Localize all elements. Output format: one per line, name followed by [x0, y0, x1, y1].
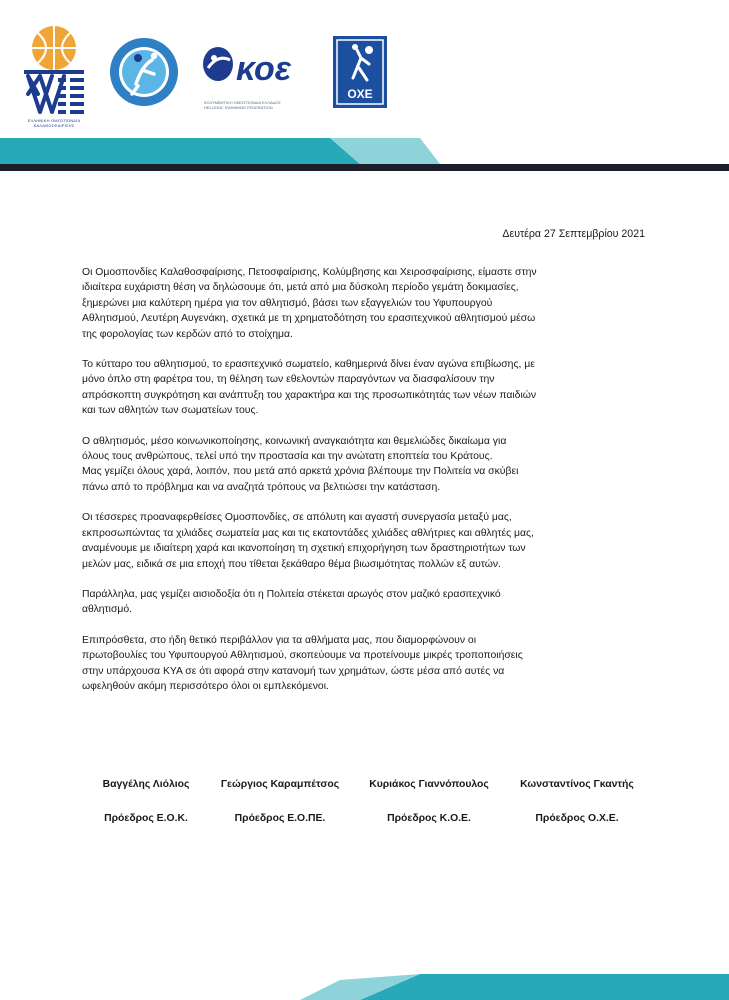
- oxe-letters: ΟΧΕ: [347, 87, 373, 101]
- signatory-title: Πρόεδρος Ε.Ο.ΠΕ.: [234, 813, 326, 824]
- text-line: απρόσκοπτη συγκρότηση και ανάπτυξη του χαρακτήρα και της προσωπικότητάς των νέων παιδιών: [82, 389, 537, 401]
- text-line: αθλητισμό.: [82, 604, 133, 616]
- paragraph: [82, 357, 646, 419]
- koe-swimmer-wordmark: [198, 42, 314, 98]
- text-line: Παράλληλα, μας γεμίζει αισιοδοξία ότι η Πολιτεία στέκεται αρωγός στον μαζικό ερασιτεχνικό: [82, 588, 501, 600]
- text-line: μελών μας, ειδικά σε μια εποχή που τίθεται ξεκάθαρο θέμα βιωσιμότητας πολλών εξ αυτών.: [82, 558, 501, 570]
- letter-body: [82, 265, 646, 709]
- text-line: Επιπρόσθετα, στο ήδη θετικό περιβάλλον για τα αθλήματα μας, που διαμορφώνουν οι: [82, 634, 477, 646]
- eok-caption: [18, 118, 90, 128]
- text-line: ιδιαίτερα ευχάριστη θέση να δηλώσουμε ότι, μετά από μια δύσκολη περίοδο γεμάτη δοκιμασίες,: [82, 282, 519, 294]
- koe-wordmark-text: κοε: [236, 50, 291, 88]
- signatory-title: Πρόεδρος Κ.Ο.Ε.: [387, 813, 471, 824]
- text-line: μόνο όπλο στη φαρέτρα του, τη θέληση των εθελοντών παραγόντων να διασφαλίσουν την: [82, 374, 495, 386]
- letterhead-logos: [0, 18, 729, 138]
- signatory-titles: [82, 813, 646, 824]
- handball-player-icon: [333, 36, 387, 108]
- basketball-net-icon: [18, 22, 90, 118]
- koe-swimming-federation-logo: [198, 42, 314, 112]
- paragraph: [82, 265, 646, 342]
- oxe-handball-federation-logo: [333, 36, 387, 108]
- text-line: της φορολογίας των κερδών από το στοίχημα.: [82, 328, 293, 340]
- text-line: Μας γεμίζει όλους χαρά, λοιπόν, που μετά από αρκετά χρόνια βλέπουμε την Πολιτεία να σκύβει: [82, 466, 519, 478]
- text-line: όλους τους ανθρώπους, τελεί υπό την προστασία και την ανώτατη εποπτεία του Κράτους.: [82, 451, 493, 463]
- text-line: Οι τέσσερες προαναφερθείσες Ομοσπονδίες, σε απόλυτη και αγαστή συνεργασία μεταξύ μας,: [82, 512, 512, 524]
- text-line: και των αθλητών των σωματείων τους.: [82, 405, 259, 417]
- signatory-name: Βαγγέλης Λιόλιος: [102, 779, 190, 790]
- signatory-name: Κωνσταντίνος Γκαντής: [520, 779, 634, 790]
- volleyball-player-badge-icon: [108, 36, 180, 108]
- text-line: εκπροσωπώντας τα χιλιάδες σωματεία μας και τις εκατοντάδες χιλιάδες αθλήτριες και αθλητές μας,: [82, 527, 534, 539]
- paragraph: [82, 587, 646, 618]
- text-line: Οι Ομοσπονδίες Καλαθοσφαίρισης, Πετοσφαίρισης, Κολύμβησης και Χειροσφαίρισης, είμαστε στην: [82, 267, 537, 278]
- paragraph: [82, 434, 646, 496]
- eope-volleyball-federation-logo: [108, 36, 180, 108]
- signatory-title: Πρόεδρος Ε.Ο.Κ.: [104, 813, 188, 824]
- text-line: Το κύτταρο του αθλητισμού, το ερασιτεχνικό σωματείο, καθημερινά δίνει έναν αγώνα επιβίωσης, με: [82, 359, 535, 371]
- text-line: αναμένουμε με ιδιαίτερη χαρά και ικανοποίηση τη σχετική επιχορήγηση των δραστηριοτήτων των: [82, 543, 526, 555]
- signatory-title: Πρόεδρος Ο.Χ.Ε.: [535, 813, 619, 824]
- koe-caption-line-2: HELLENIC SWIMMING FEDERATION: [204, 105, 273, 110]
- paragraph: [82, 510, 646, 572]
- text-line: ωφεληθούν ακόμη περισσότερο όλοι οι εμπλεκόμενοι.: [82, 680, 329, 692]
- text-line: στην υπάρχουσα ΚΥΑ σε ότι αφορά στην κατανομή των χρημάτων, ώστε μέσα από αυτές να: [82, 665, 505, 677]
- footer-band: [0, 966, 729, 1000]
- text-line: ξημερώνει μια καλύτερη ημέρα για τον αθλητισμό, βάσει των εξαγγελιών του Υφυπουργού: [82, 297, 493, 309]
- text-line: Ο αθλητισμός, μέσο κοινωνικοποίησης, κοινωνική αναγκαιότητα και θεμελιώδες δικαίωμα για: [82, 435, 507, 447]
- text-line: πάνω από το πρόβλημα και να αναζητά τρόπους να βελτιώσει την κατάσταση.: [82, 481, 441, 493]
- letter-date: Δευτέρα 27 Σεπτεμβρίου 2021: [502, 228, 645, 240]
- signatory-name: Κυριάκος Γιαννόπουλος: [369, 779, 489, 790]
- text-line: Αθλητισμού, Λευτέρη Αυγενάκη, σχετικά με τη χρηματοδότηση του ερασιτεχνικού αθλητισμού μέσω: [82, 313, 536, 325]
- letterhead-band: [0, 138, 729, 174]
- eok-caption-line-1: ΕΛΛΗΝΙΚΗ ΟΜΟΣΠΟΝΔΙΑ: [27, 118, 81, 123]
- eok-basketball-federation-logo: [18, 22, 90, 132]
- text-line: πρωτοβουλίες του Υφυπουργού Αθλητισμού, σκοπεύουμε να προτείνουμε μικρές τροποποιήσεις: [82, 650, 523, 662]
- koe-caption-line-1: ΚΟΛΥΜΒΗΤΙΚΗ ΟΜΟΣΠΟΝΔΙΑ ΕΛΛΑΔΟΣ: [204, 100, 281, 105]
- eok-caption-line-2: ΚΑΛΑΘΟΣΦΑΙΡΙΣΗΣ: [33, 123, 75, 128]
- signatory-name: Γεώργιος Καραμπέτσος: [220, 779, 340, 790]
- paragraph: [82, 633, 646, 695]
- signatory-names: [82, 779, 646, 790]
